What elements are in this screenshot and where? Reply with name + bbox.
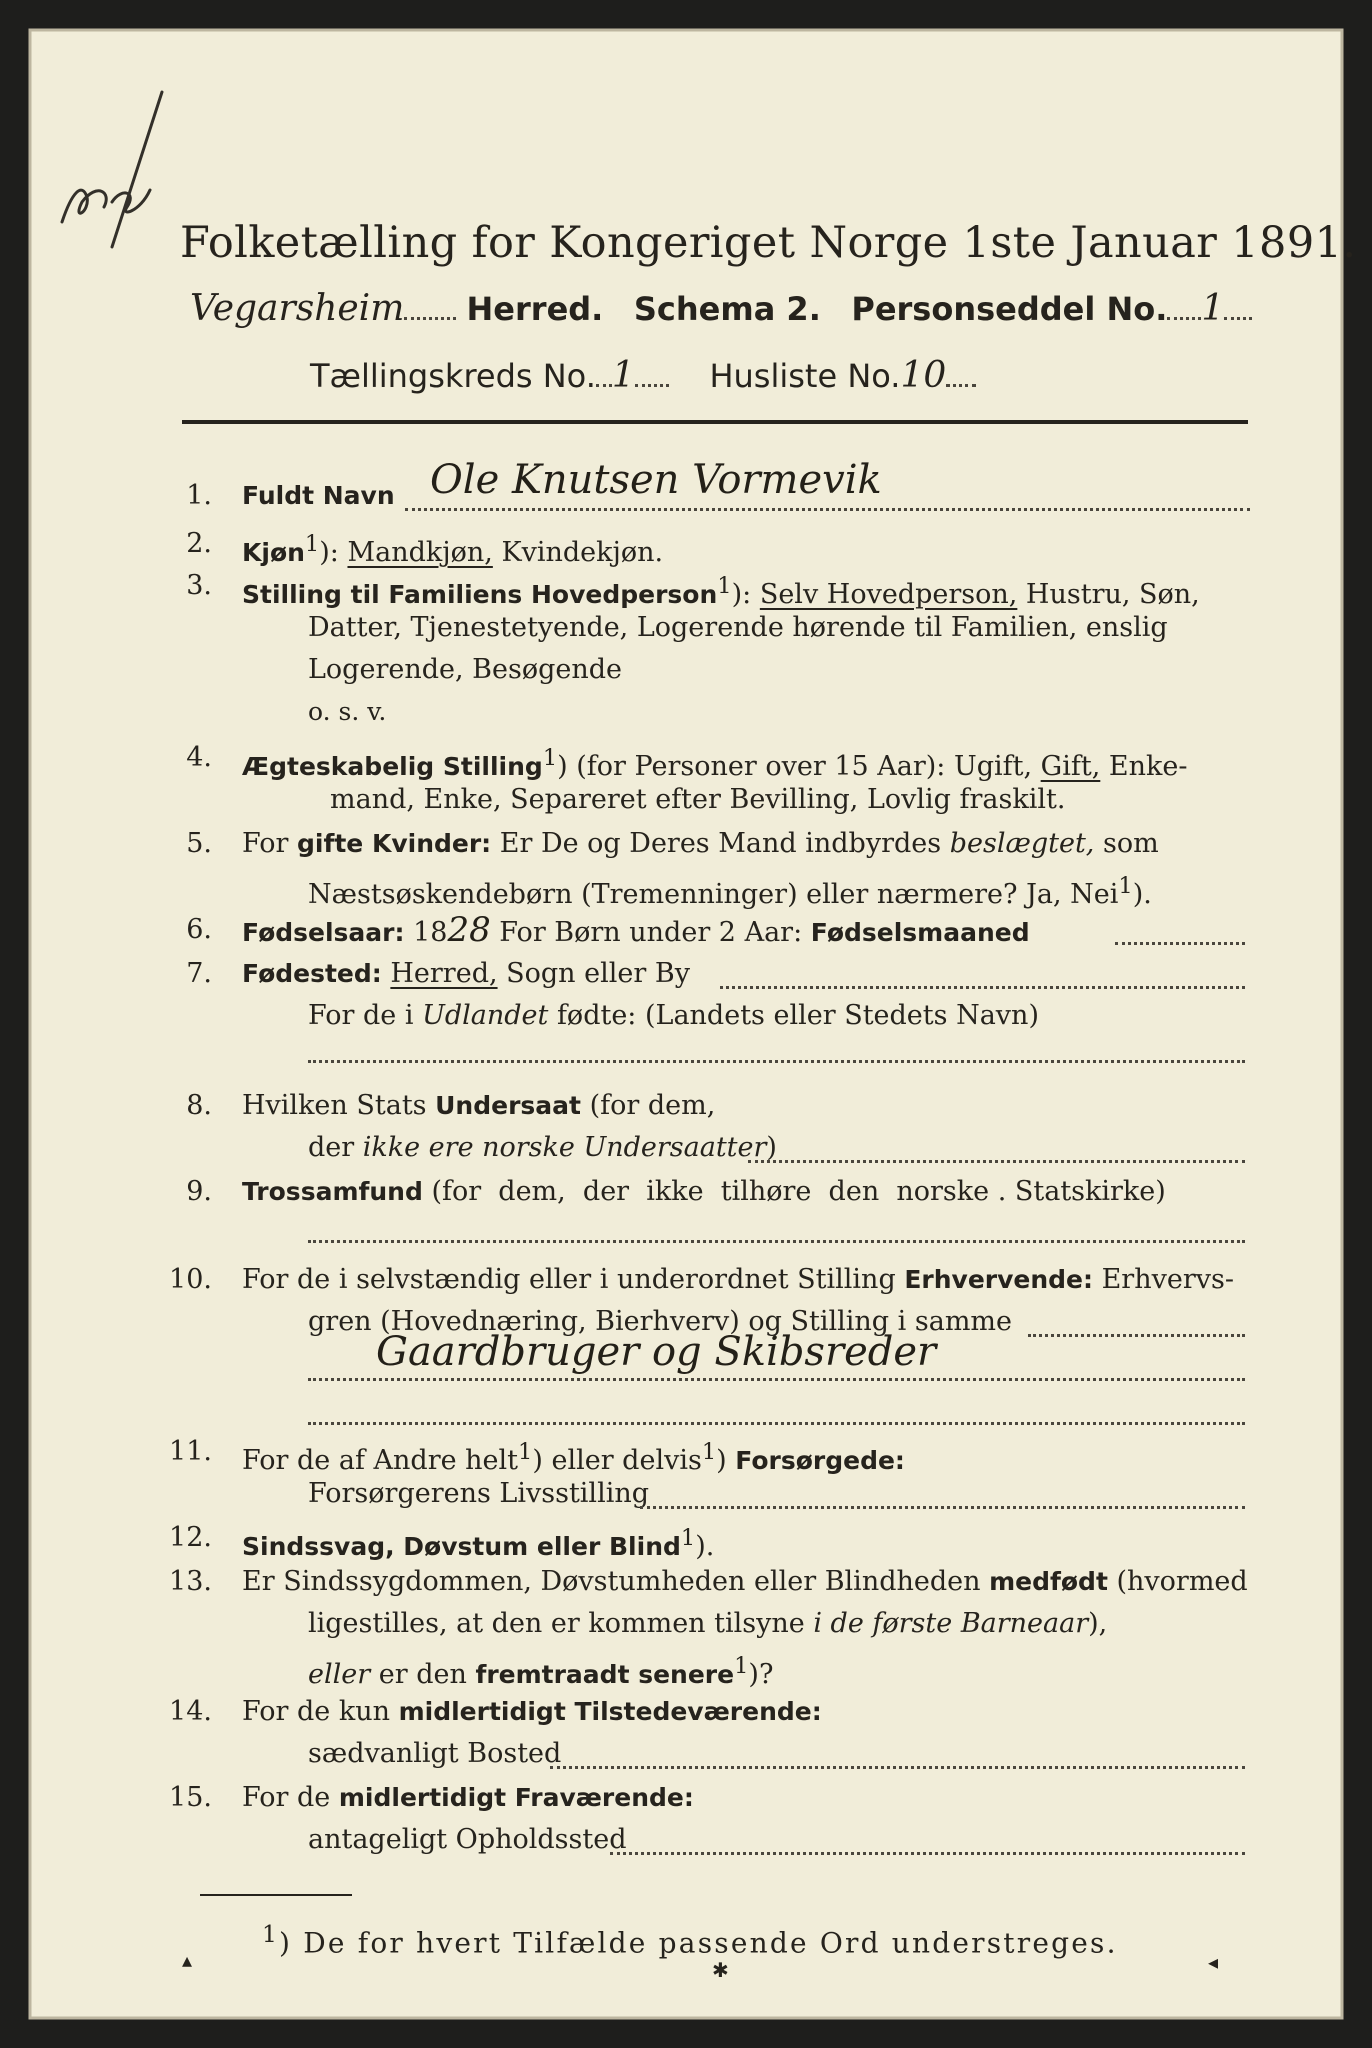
footnote-ref: 1	[717, 573, 732, 599]
item-number: 13.	[169, 1566, 212, 1597]
footnote-ref: 1	[518, 1439, 533, 1465]
ink-speck: ◂	[1208, 1950, 1219, 1974]
item-15-line-2: antageligt Opholdssted	[308, 1824, 627, 1855]
item-label: Fødselsaar:	[242, 918, 405, 947]
item-text: (for dem,	[580, 1090, 716, 1121]
item-text: er den	[370, 1659, 476, 1690]
footnote-ref: 1	[734, 1653, 749, 1679]
item-text: Sogn eller By	[497, 958, 690, 989]
item-number: 7.	[186, 958, 212, 989]
dotted-fill	[610, 1852, 1245, 1855]
item-3-line-2: Datter, Tjenestetyende, Logerende hørende til Familien, enslig	[308, 612, 1168, 643]
item-number: 5.	[186, 828, 212, 859]
item-label: Undersaat	[435, 1091, 581, 1120]
item-text-italic: i de første Barneaar	[813, 1608, 1089, 1639]
option-selected: Herred,	[390, 958, 498, 989]
ink-speck: ▴	[182, 1948, 193, 1972]
item-number: 15.	[169, 1782, 212, 1813]
dotted-fill	[1224, 305, 1252, 320]
dotted-fill	[404, 305, 456, 320]
item-text-italic: beslægtet,	[949, 828, 1095, 859]
herred-label: Herred.	[466, 290, 604, 328]
item-text: ):	[731, 579, 760, 610]
item-text: For de i	[308, 1000, 423, 1031]
item-text: )	[766, 1132, 777, 1163]
item-label: Fuldt Navn	[242, 481, 395, 510]
item-number: 14.	[169, 1696, 212, 1727]
item-label: Kjøn	[242, 538, 305, 567]
item-text-italic: ikke ere norske Undersaatter	[362, 1132, 767, 1163]
item-text: Er De og Deres Mand indbyrdes	[491, 828, 950, 859]
dotted-fill	[748, 1160, 1245, 1163]
item-text: Hustru, Søn,	[1017, 579, 1200, 610]
item-text: der	[308, 1132, 363, 1163]
item-label: Sindssvag, Døvstum	[242, 1532, 529, 1561]
item-text: (for dem, der ikke tilhøre den norske . Statskirke)	[422, 1176, 1166, 1207]
item-text: For de af Andre helt	[242, 1445, 519, 1476]
schema-label: Schema 2.	[633, 290, 821, 328]
item-text: Hvilken Stats	[242, 1090, 436, 1121]
option-selected: Gift,	[1040, 751, 1101, 782]
item-text: (hvormed	[1107, 1566, 1248, 1597]
item-label: Forsørgede:	[735, 1446, 905, 1475]
item-text: For de	[242, 1782, 339, 1813]
item-number: 2.	[186, 528, 212, 559]
option: Kvindekjøn.	[492, 537, 664, 568]
header-line-kreds	[310, 355, 976, 396]
dotted-fill	[308, 1422, 1245, 1425]
dotted-fill	[308, 1060, 1245, 1063]
dotted-fill	[635, 372, 669, 387]
item-text: fødte: (Landets eller Stedets Navn)	[548, 1000, 1039, 1031]
item-number: 11.	[169, 1436, 212, 1467]
husliste-label: Husliste No.	[709, 357, 901, 395]
footnote-rule	[200, 1894, 352, 1896]
header-rule	[182, 420, 1248, 424]
item-text: )	[716, 1445, 736, 1476]
item-number: 9.	[186, 1176, 212, 1207]
footnote-ref: 1	[542, 745, 558, 771]
item-label: Erhvervende:	[904, 1265, 1094, 1294]
item-number: 4.	[186, 742, 212, 773]
dotted-fill	[640, 1506, 1245, 1509]
footnote-ref: 1	[701, 1439, 717, 1465]
footnote	[262, 1920, 1118, 1959]
item-text: For de i selvstændig eller i underordnet Stilling	[242, 1264, 905, 1295]
item-3-line-3: Logerende, Besøgende	[308, 654, 622, 685]
item-text: ):	[319, 537, 348, 568]
item-text-italic: eller	[308, 1659, 371, 1690]
item-8-line-2	[308, 1130, 777, 1166]
item-label: midlertidigt Fraværende:	[338, 1783, 694, 1812]
dotted-fill	[405, 508, 1250, 511]
item-label: Fødselsmaaned	[810, 918, 1030, 947]
item-label: Ægteskabelig Stilling	[242, 752, 543, 781]
item-number: 10.	[169, 1264, 212, 1295]
option-selected: Selv Hovedperson,	[759, 579, 1018, 610]
dotted-fill	[1115, 942, 1245, 945]
husliste-number: 10	[900, 355, 947, 396]
item-number: 12.	[169, 1522, 212, 1553]
footnote-text: ) De for hvert Tilfælde passende Ord understreges.	[279, 1926, 1118, 1960]
form-title: Folketælling for Kongeriget Norge 1ste Januar 1891.	[180, 218, 1357, 268]
item-13-line-3	[308, 1648, 773, 1693]
personseddel-label: Personseddel No.	[851, 290, 1168, 328]
answer-birth-year: 28	[447, 910, 491, 950]
item-13-line-2	[308, 1606, 1107, 1642]
item-text: som	[1094, 828, 1159, 859]
item-text: ) eller delvis	[532, 1445, 702, 1476]
item-label: fremtraadt senere	[475, 1660, 735, 1689]
header-line-herred	[190, 288, 1252, 329]
footnote-ref: 1	[1118, 873, 1133, 899]
item-5-line-2	[308, 868, 1152, 913]
item-11-line-2: Forsørgerens Livsstilling	[308, 1478, 650, 1509]
dotted-fill	[720, 986, 1245, 989]
item-number: 6.	[186, 914, 212, 945]
item-text: Næstsøskendebørn (Tremenninger) eller nærmere? Ja, Nei	[308, 879, 1119, 910]
dotted-fill	[596, 372, 612, 387]
dotted-fill	[308, 1240, 1245, 1243]
item-label: midlertidigt Tilstedeværende:	[398, 1697, 822, 1726]
item-label: eller	[528, 1532, 609, 1561]
footnote-ref: 1	[262, 1920, 280, 1948]
dotted-fill	[550, 1766, 1245, 1769]
item-text: )?	[748, 1659, 774, 1690]
item-text: For Børn under 2 Aar:	[490, 917, 811, 948]
herred-name-handwritten: Vegarsheim	[190, 288, 405, 329]
personseddel-number: 1	[1201, 288, 1225, 329]
item-label: gifte Kvinder:	[297, 829, 492, 858]
item-number: 8.	[186, 1090, 212, 1121]
option-selected: Mandkjøn,	[347, 537, 493, 568]
item-label: Stilling til Familiens Hovedperson	[242, 580, 718, 609]
dotted-fill	[946, 372, 976, 387]
item-14-line-2: sædvanligt Bosted	[308, 1738, 562, 1769]
dotted-fill	[1028, 1334, 1245, 1337]
answer-occupation: Gaardbruger og Skibsreder	[376, 1329, 937, 1375]
dotted-fill	[308, 1378, 1245, 1381]
answer-full-name: Ole Knutsen Vormevik	[430, 457, 882, 503]
item-4-line-2: mand, Enke, Separeret efter Bevilling, Lovlig fraskilt.	[330, 784, 1066, 815]
item-text: ) (for Personer over 15 Aar): Ugift,	[557, 751, 1041, 782]
dotted-fill	[1167, 305, 1201, 320]
item-7-line-2	[308, 998, 1039, 1034]
item-label: medfødt	[989, 1567, 1108, 1596]
census-form-page	[30, 30, 1357, 2018]
item-10-line-2: gren (Hovednæring, Bierhverv) og Stilling i samme	[308, 1306, 1013, 1337]
footnote-ref: 1	[680, 1525, 696, 1551]
item-number: 1.	[186, 480, 212, 511]
item-label: Blind	[609, 1532, 681, 1561]
kreds-label: Tællingskreds No.	[310, 357, 596, 395]
item-text: ).	[695, 1531, 715, 1562]
item-label: Fødested:	[242, 959, 382, 988]
item-text: ligestilles, at den er kommen tilsyne	[308, 1608, 814, 1639]
item-text-italic: Udlandet	[422, 1000, 549, 1031]
item-label: Trossamfund	[242, 1177, 423, 1206]
item-text: Erhvervs-	[1093, 1264, 1234, 1295]
footnote-ref: 1	[304, 531, 320, 557]
item-text: For de kun	[242, 1696, 399, 1727]
item-text: Enke-	[1100, 751, 1188, 782]
item-text: 18	[404, 917, 448, 948]
ink-speck: ✱	[712, 1958, 729, 1982]
item-number: 3.	[186, 570, 212, 601]
kreds-number: 1	[611, 355, 635, 396]
item-text: ).	[1132, 879, 1152, 910]
item-text: Er Sindssygdommen, Døvstumheden eller Blindheden	[242, 1566, 990, 1597]
item-3-line-4: o. s. v.	[308, 697, 387, 726]
item-text: ),	[1088, 1608, 1108, 1639]
item-text: For	[242, 828, 298, 859]
